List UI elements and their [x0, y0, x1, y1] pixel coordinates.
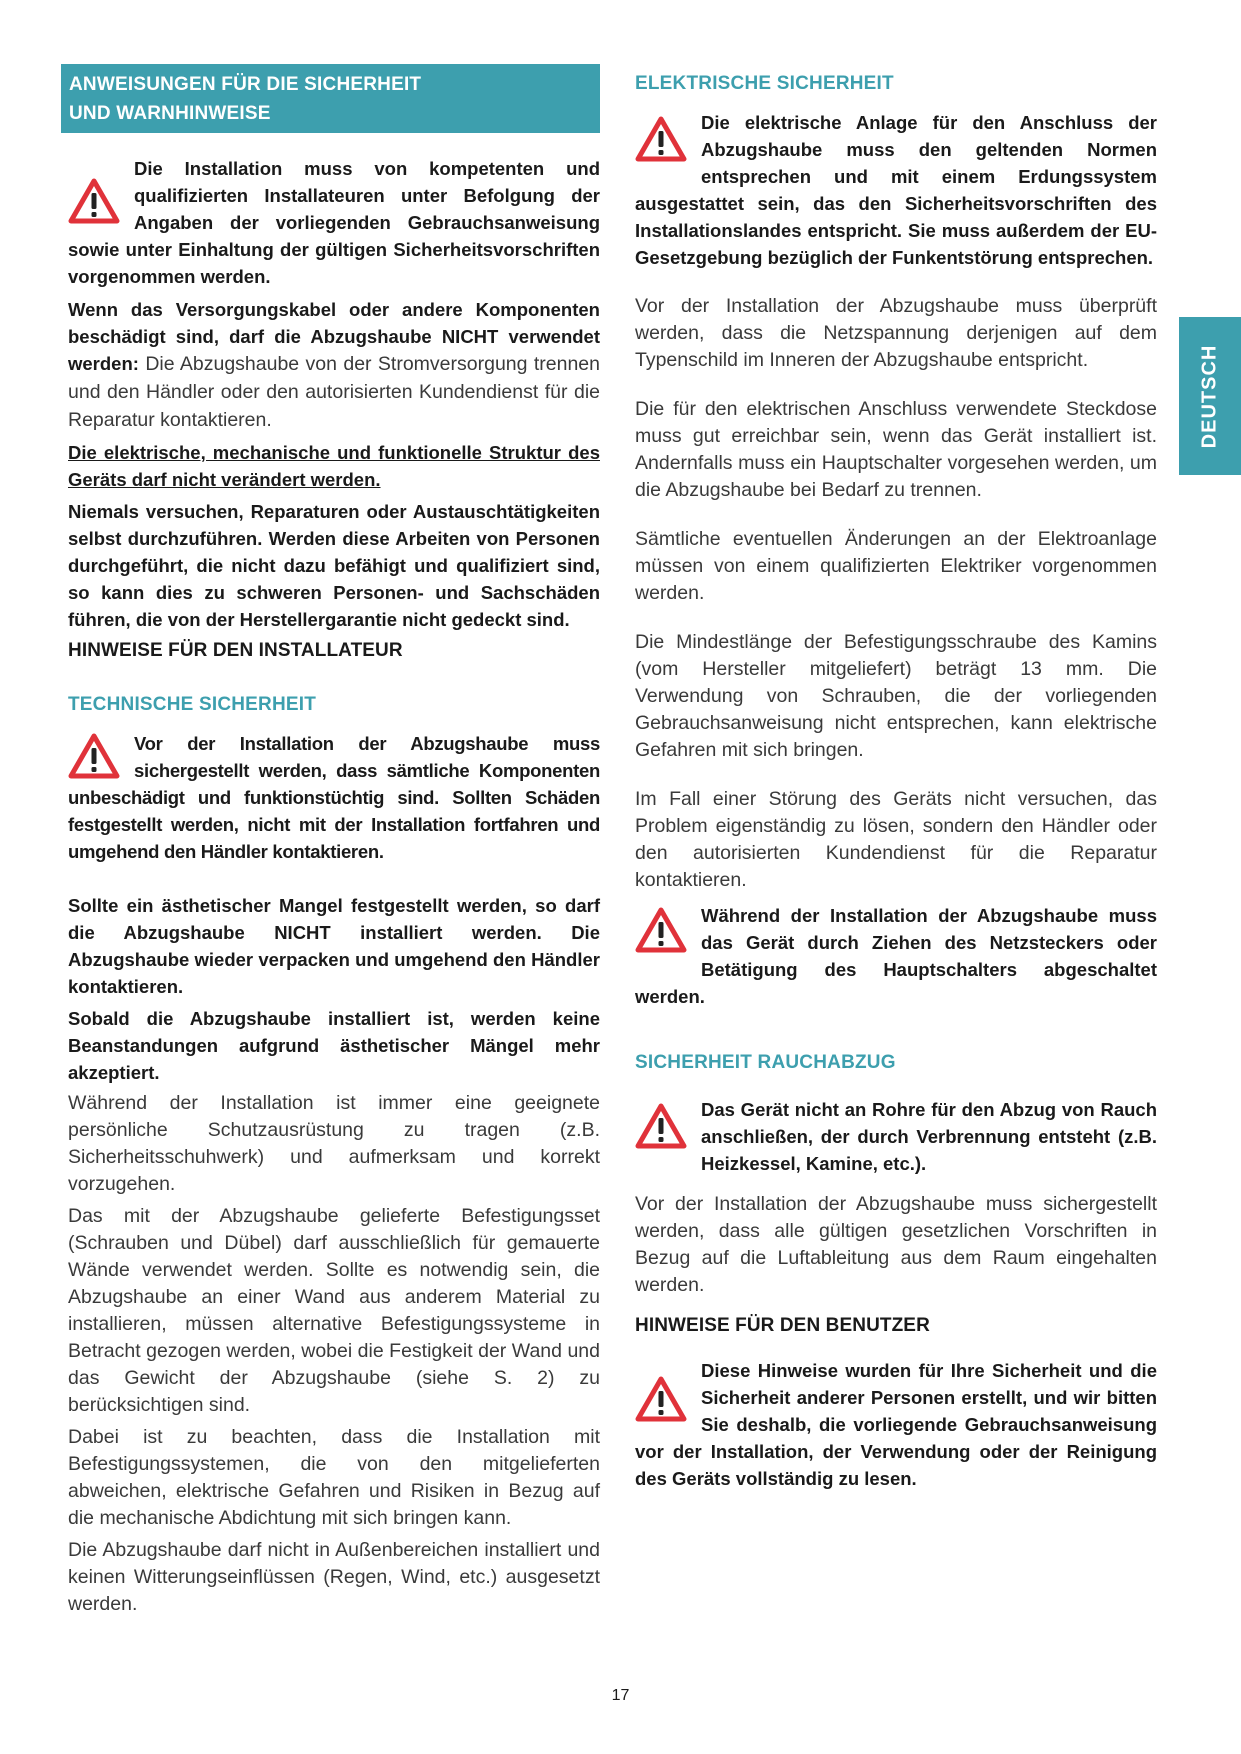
paragraph-outdoor: Die Abzugshaube darf nicht in Außenbereichen installiert und keinen Witterungseinflüssen (Regen, Wind, etc.) ausgesetzt werden.: [68, 1539, 600, 1615]
warning-block-components: Vor der Installation der Abzugshaube muss sichergestellt werden, dass sämtliche Komponenten unbeschädigt und funktionstüchtig sind. Sollten Schäden festgestellt werden, nicht mit der Installation fortfahren und umgehend den Händler kontaktieren.: [68, 733, 600, 862]
paragraph-damaged-cable: Wenn das Versorgungskabel oder andere Komponenten beschädigt sind, darf die Abzugshaube NICHT verwendet werden: Die Abzugshaube von der Stromversorgung trennen und den Händler oder den autorisierten Kundendienst für die Reparatur kontaktieren.: [68, 299, 600, 431]
paragraph-mains-voltage: Vor der Installation der Abzugshaube muss überprüft werden, dass die Netzspannung derjenigen auf dem Typenschild im Inneren der Abzugshaube entspricht.: [635, 295, 1157, 371]
warning-triangle-icon: [635, 1102, 687, 1150]
paragraph-structure-warning: Die elektrische, mechanische und funktionelle Struktur des Geräts darf nicht verändert werden.: [68, 442, 600, 490]
warning-triangle-icon: [68, 732, 120, 780]
heading-installateur: HINWEISE FÜR DEN INSTALLATEUR: [68, 640, 403, 661]
heading-benutzer: HINWEISE FÜR DEN BENUTZER: [635, 1315, 930, 1336]
paragraph-electrician: Sämtliche eventuellen Änderungen an der Elektroanlage müssen von einem qualifizierten Elektriker vorgenommen werden.: [635, 528, 1157, 604]
left-column: [68, 64, 600, 1618]
section-title-safety: ANWEISUNGEN FÜR DIE SICHERHEIT UND WARNHINWEISE: [61, 64, 600, 133]
warning-block-smoke: Das Gerät nicht an Rohre für den Abzug von Rauch anschließen, der durch Verbrennung entsteht (z.B. Heizkessel, Kamine, etc.).: [635, 1096, 1157, 1177]
paragraph-fixing-set: Das mit der Abzugshaube gelieferte Befestigungsset (Schrauben und Dübel) darf ausschließlich für gemauerte Wände verwendet werden. Sollte es notwendig sein, die Abzugshaube an einer Wand aus anderem Material zu installieren, müssen alternative Befestigungssysteme in Betracht gezogen werden, wobei die Festigkeit der Wand und das Gewicht der Abzugshaube (siehe S. 2) zu berücksichtigen sind.: [68, 1205, 600, 1416]
heading-elektrische-sicherheit: ELEKTRISCHE SICHERHEIT: [635, 73, 894, 94]
paragraph-alternative-fixings: Dabei ist zu beachten, dass die Installation mit Befestigungssystemen, die von den mitgelieferten abweichen, elektrische Gefahren und Risiken in Bezug auf die mechanische Abdichtung mit sich bringen kann.: [68, 1426, 600, 1529]
paragraph-screw-length: Die Mindestlänge der Befestigungsschraube des Kamins (vom Hersteller mitgeliefert) beträgt 13 mm. Die Verwendung von Schrauben, die der vorliegenden Gebrauchsanweisung nicht entsprechen, kann elektrische Gefahren mit sich bringen.: [635, 631, 1157, 761]
warning-block-installation: Die Installation muss von kompetenten und qualifizierten Installateuren unter Befolgung der Angaben der vorliegenden Gebrauchsanweisung sowie unter Einhaltung der gültigen Sicherheitsvorschriften vorgenommen werden.: [68, 158, 600, 287]
warning-block-disconnect: Während der Installation der Abzugshaube muss das Gerät durch Ziehen des Netzsteckers oder Betätigung des Hauptschalters abgeschaltet werden.: [635, 905, 1157, 1007]
warning-triangle-icon: [635, 115, 687, 163]
paragraph-no-complaints: Sobald die Abzugshaube installiert ist, werden keine Beanstandungen aufgrund ästhetischer Mängel mehr akzeptiert.: [68, 1008, 600, 1083]
paragraph-repairs: Niemals versuchen, Reparaturen oder Austauschtätigkeiten selbst durchzuführen. Werden diese Arbeiten von Personen durchgeführt, die nicht dazu befähigt und qualifiziert sind, so kann dies zu schweren Personen- und Sachschäden führen, die von der Herstellergarantie nicht gedeckt sind.: [68, 501, 600, 630]
paragraph-air-exhaust: Vor der Installation der Abzugshaube muss sichergestellt werden, dass alle gültigen gesetzlichen Vorschriften in Bezug auf die Luftableitung aus dem Raum eingehalten werden.: [635, 1193, 1157, 1296]
warning-block-user: Diese Hinweise wurden für Ihre Sicherheit und die Sicherheit anderer Personen erstellt, und wir bitten Sie deshalb, die vorliegende Gebrauchsanweisung vor der Installation, der Verwendung oder der Reinigung des Geräts vollständig zu lesen.: [635, 1360, 1157, 1489]
heading-technische-sicherheit: TECHNISCHE SICHERHEIT: [68, 694, 317, 715]
warning-triangle-icon: [635, 906, 687, 954]
right-column: [635, 64, 1157, 1492]
paragraph-protective-equipment: Während der Installation ist immer eine geeignete persönliche Schutzausrüstung zu tragen (z.B. Sicherheitsschuhwerk) und aufmerksam und korrekt vorzugehen.: [68, 1092, 600, 1195]
language-tab: DEUTSCH: [1179, 317, 1241, 475]
paragraph-malfunction: Im Fall einer Störung des Geräts nicht versuchen, das Problem eigenständig zu lösen, sondern den Händler oder den autorisierten Kundendienst für die Reparatur kontaktieren.: [635, 788, 1157, 891]
page-number: 17: [611, 1687, 630, 1704]
heading-rauchabzug: SICHERHEIT RAUCHABZUG: [635, 1052, 896, 1073]
warning-block-electrical: Die elektrische Anlage für den Anschluss der Abzugshaube muss den geltenden Normen entsprechen und mit einem Erdungssystem ausgestattet sein, das den Sicherheitsvorschriften des Installationslandes entspricht. Sie muss außerdem der EU-Gesetzgebung bezüglich der Funkentstörung entsprechen.: [635, 112, 1157, 268]
paragraph-socket: Die für den elektrischen Anschluss verwendete Steckdose muss gut erreichbar sein, wenn das Gerät installiert ist. Andernfalls muss ein Hauptschalter vorgesehen werden, um die Abzugshaube bei Bedarf zu trennen.: [635, 398, 1157, 501]
warning-triangle-icon: [635, 1375, 687, 1423]
paragraph-aesthetic-defect: Sollte ein ästhetischer Mangel festgestellt werden, so darf die Abzugshaube NICHT installiert werden. Die Abzugshaube wieder verpacken und umgehend den Händler kontaktieren.: [68, 895, 600, 997]
warning-triangle-icon: [68, 177, 120, 225]
